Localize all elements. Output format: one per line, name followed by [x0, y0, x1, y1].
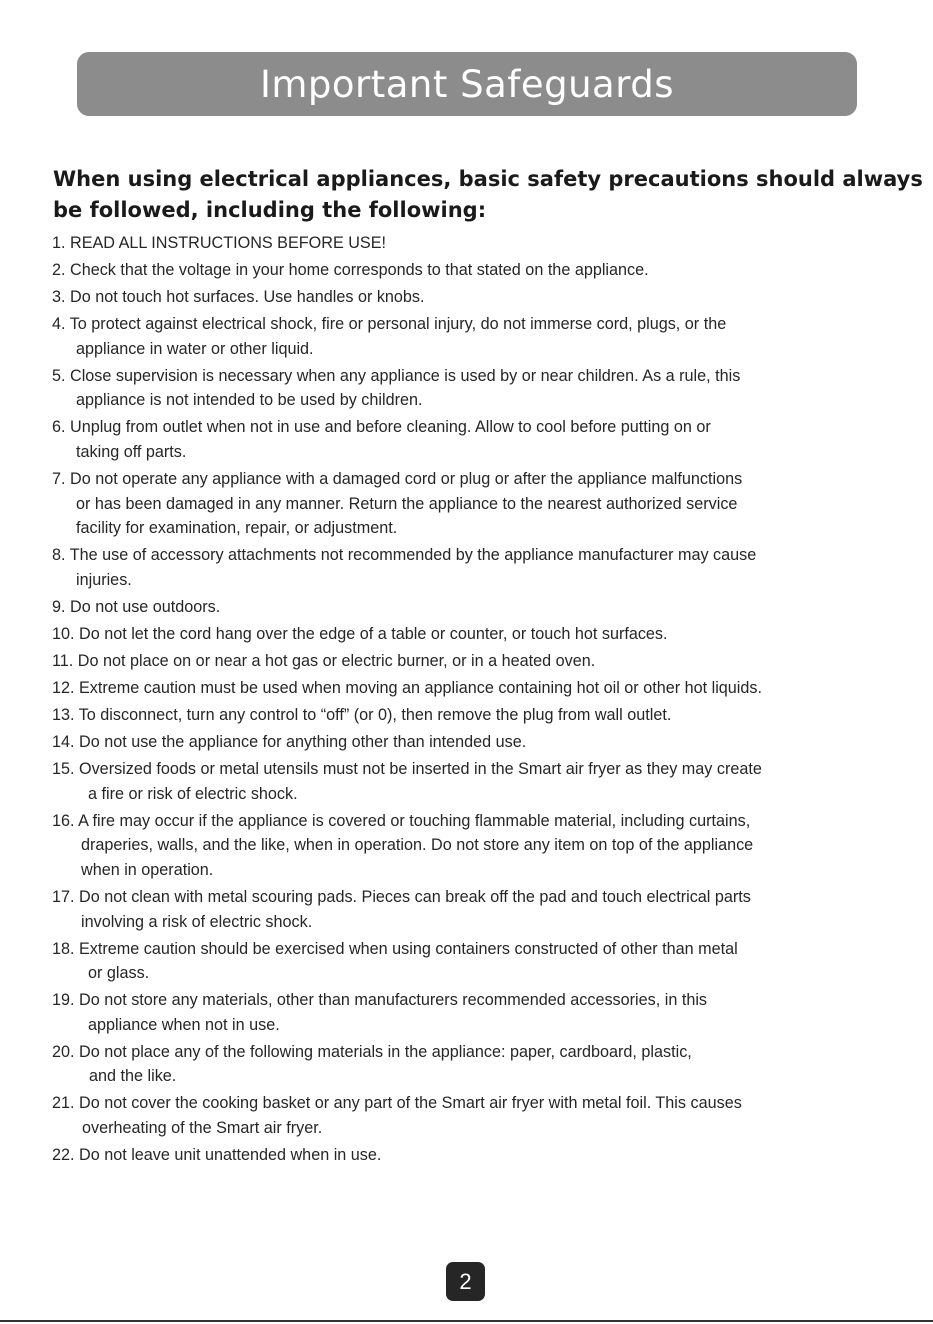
- safeguard-item: [52, 649, 912, 674]
- safeguard-item: [52, 595, 912, 620]
- safeguard-item-text: 4. To protect against electrical shock, fire or personal injury, do not immerse cord, plugs, or the: [52, 315, 727, 334]
- safeguard-item: [52, 757, 912, 806]
- safeguard-item: [52, 703, 912, 728]
- safeguard-item: [52, 364, 912, 413]
- safeguard-item-text: 9. Do not use outdoors.: [52, 597, 221, 616]
- safeguard-item-continuation: when in operation.: [81, 860, 214, 879]
- safeguard-item-text: 3. Do not touch hot surfaces. Use handles or knobs.: [52, 288, 425, 307]
- safeguard-item-text: 1. READ ALL INSTRUCTIONS BEFORE USE!: [52, 234, 387, 252]
- safeguard-item: [52, 988, 912, 1037]
- title-banner: [77, 52, 857, 116]
- safeguard-item: [52, 415, 912, 464]
- intro-line-1: When using electrical appliances, basic safety precautions should always: [53, 167, 923, 191]
- safeguard-item-continuation: draperies, walls, and the like, when in operation. Do not store any item on top of the appliance: [81, 836, 754, 855]
- safeguard-item-continuation: or has been damaged in any manner. Return the appliance to the nearest authorized service: [76, 494, 738, 513]
- safeguard-item: [52, 885, 912, 934]
- safeguard-item-continuation: overheating of the Smart air fryer.: [82, 1118, 323, 1137]
- safeguard-item: [52, 1143, 912, 1168]
- safeguard-item-text: 13. To disconnect, turn any control to “off” (or 0), then remove the plug from wall outlet.: [52, 706, 672, 725]
- safeguard-item: [52, 467, 912, 541]
- safeguard-item-text: 18. Extreme caution should be exercised when using containers constructed of other than metal: [52, 939, 738, 958]
- intro-heading: [53, 164, 923, 226]
- safeguard-item-text: 22. Do not leave unit unattended when in use.: [52, 1145, 382, 1164]
- safeguard-item: [52, 676, 912, 701]
- safeguard-item: [52, 730, 912, 755]
- safeguard-list: [52, 231, 912, 1170]
- safeguard-item-text: 17. Do not clean with metal scouring pads. Pieces can break off the pad and touch electrical parts: [52, 888, 751, 906]
- safeguard-item-text: 8. The use of accessory attachments not recommended by the appliance manufacturer may cause: [52, 546, 757, 565]
- safeguard-item-text: 21. Do not cover the cooking basket or any part of the Smart air fryer with metal foil. This causes: [52, 1094, 742, 1113]
- safeguard-item-text: 15. Oversized foods or metal utensils must not be inserted in the Smart air fryer as they may create: [52, 760, 762, 779]
- safeguard-item: [52, 809, 912, 883]
- safeguard-item-continuation: taking off parts.: [76, 442, 187, 461]
- safeguard-item-text: 7. Do not operate any appliance with a damaged cord or plug or after the appliance malfunctions: [52, 470, 743, 489]
- safeguard-item-continuation: appliance is not intended to be used by children.: [76, 391, 423, 410]
- safeguard-item: [52, 285, 912, 310]
- safeguard-item-text: 10. Do not let the cord hang over the edge of a table or counter, or touch hot surfaces.: [52, 624, 668, 643]
- safeguard-item-text: 12. Extreme caution must be used when moving an appliance containing hot oil or other hot liquids.: [52, 679, 762, 698]
- intro-line-2: be followed, including the following:: [53, 198, 487, 222]
- safeguard-item-text: 20. Do not place any of the following materials in the appliance: paper, cardboard, plastic,: [52, 1042, 692, 1061]
- safeguard-item-continuation: facility for examination, repair, or adjustment.: [76, 519, 398, 538]
- safeguard-item: [52, 1040, 912, 1089]
- safeguard-item-text: 19. Do not store any materials, other than manufacturers recommended accessories, in this: [52, 991, 708, 1010]
- safeguard-item-continuation: a fire or risk of electric shock.: [88, 784, 298, 803]
- safeguard-item-text: 6. Unplug from outlet when not in use and before cleaning. Allow to cool before putting on or: [52, 418, 711, 437]
- safeguard-item: [52, 312, 912, 361]
- safeguard-item-continuation: appliance when not in use.: [88, 1015, 280, 1034]
- safeguard-item-text: 2. Check that the voltage in your home corresponds to that stated on the appliance.: [52, 261, 649, 280]
- page-number: 2: [446, 1262, 485, 1301]
- safeguard-item-continuation: appliance in water or other liquid.: [76, 339, 314, 358]
- safeguard-item-continuation: or glass.: [88, 964, 150, 983]
- safeguard-item-continuation: injuries.: [76, 570, 132, 589]
- bottom-rule: [0, 1320, 933, 1322]
- safeguard-item: [52, 937, 912, 986]
- safeguard-item-continuation: and the like.: [89, 1067, 177, 1086]
- safeguard-item: [52, 543, 912, 592]
- safeguard-item: [52, 1091, 912, 1140]
- safeguard-item-text: 16. A fire may occur if the appliance is covered or touching flammable material, including curtains,: [52, 811, 751, 830]
- safeguard-item: [52, 231, 912, 256]
- page-title: Important Safeguards: [259, 62, 675, 106]
- safeguard-item-text: 11. Do not place on or near a hot gas or electric burner, or in a heated oven.: [52, 651, 596, 670]
- safeguard-item-continuation: involving a risk of electric shock.: [81, 912, 313, 931]
- safeguard-item: [52, 622, 912, 647]
- safeguard-item: [52, 258, 912, 283]
- safeguard-item-text: 14. Do not use the appliance for anything other than intended use.: [52, 733, 527, 752]
- safeguard-item-text: 5. Close supervision is necessary when any appliance is used by or near children. As a rule, this: [52, 366, 741, 385]
